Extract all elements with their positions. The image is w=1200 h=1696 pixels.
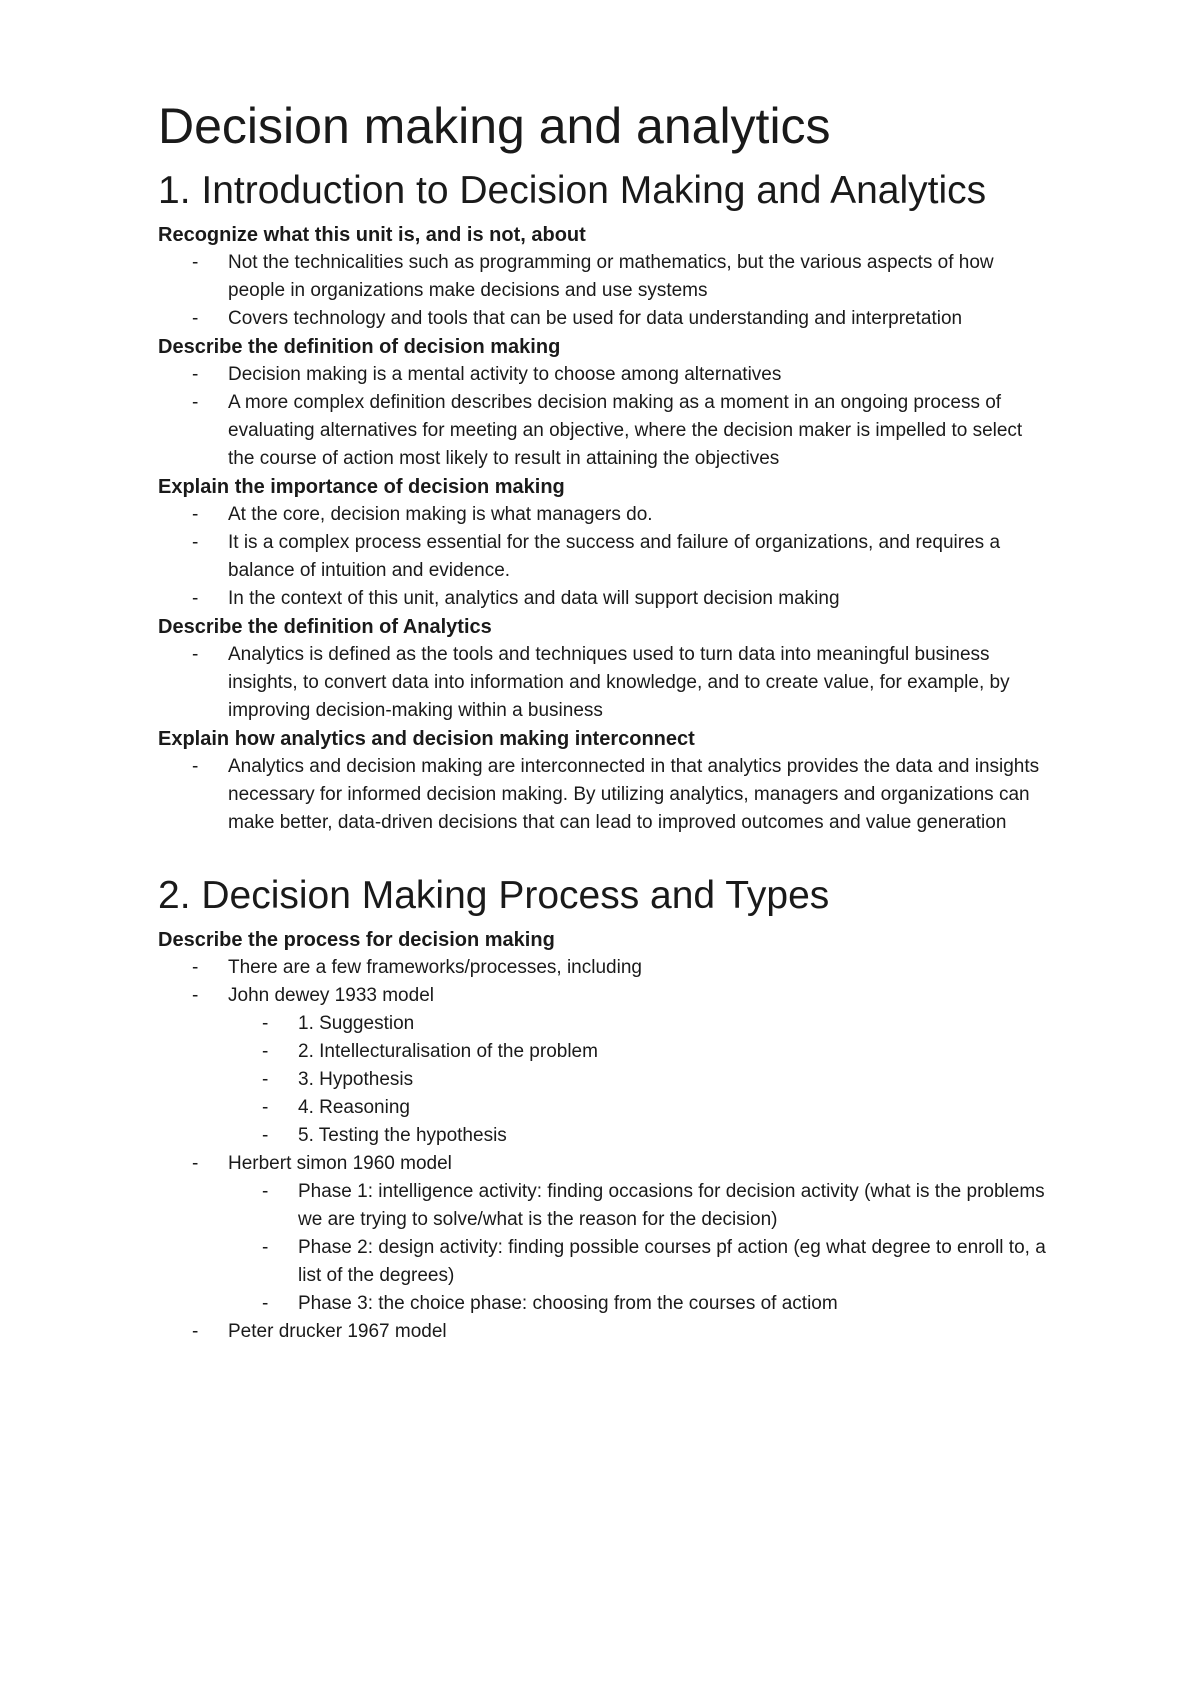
bullet-dash: -: [192, 1152, 199, 1174]
list-item-text: Analytics is defined as the tools and techniques used to turn data into meaningful business insights, to convert data into information and knowledge, and to create value, for example, by improving decision-making within a business: [228, 643, 1010, 721]
bullet-dash: -: [262, 1180, 269, 1202]
list-item: [192, 585, 1050, 613]
list-item-text: At the core, decision making is what managers do.: [228, 503, 653, 525]
list-item-text: Peter drucker 1967 model: [228, 1320, 447, 1342]
bullet-list: [158, 641, 1050, 725]
list-item-text: A more complex definition describes decision making as a moment in an ongoing process of evaluating alternatives for meeting an objective, where the decision maker is impelled to select the course of action most likely to result in attaining the objectives: [228, 391, 1023, 469]
bullet-dash: -: [262, 1292, 269, 1314]
list-item-text: 2. Intellecturalisation of the problem: [298, 1040, 598, 1062]
list-item-text: John dewey 1933 model: [228, 984, 434, 1006]
bullet-list: [158, 954, 1050, 1346]
bullet-list: [158, 361, 1050, 473]
subheading: Recognize what this unit is, and is not, about: [158, 223, 586, 246]
bullet-dash: -: [262, 1124, 269, 1146]
bullet-dash: -: [192, 503, 199, 525]
list-item: [192, 954, 1050, 982]
nested-bullet-list: [228, 1010, 1050, 1150]
list-item: [192, 361, 1050, 389]
list-item-text: 1. Suggestion: [298, 1012, 415, 1034]
bullet-dash: -: [262, 1012, 269, 1034]
list-item-text: It is a complex process essential for the success and failure of organizations, and requires a balance of intuition and evidence.: [228, 531, 1001, 581]
bullet-dash: -: [192, 1320, 199, 1342]
bullet-list: [158, 249, 1050, 333]
list-item: [262, 1038, 1050, 1066]
document-title: Decision making and analytics: [158, 98, 831, 154]
list-item: [262, 1122, 1050, 1150]
list-item-text: Not the technicalities such as programming or mathematics, but the various aspects of how people in organizations make decisions and use systems: [228, 251, 994, 301]
bullet-dash: -: [192, 755, 199, 777]
bullet-list: [158, 753, 1050, 837]
list-item-text: Analytics and decision making are interconnected in that analytics provides the data and insights necessary for informed decision making. By utilizing analytics, managers and organizations can make better, data-driven decisions that can lead to improved outcomes and value generation: [228, 755, 1040, 833]
bullet-dash: -: [192, 984, 199, 1006]
subheading: Describe the definition of Analytics: [158, 615, 492, 638]
list-item: [192, 389, 1050, 473]
subheading: Explain the importance of decision making: [158, 475, 565, 498]
bullet-dash: -: [192, 531, 199, 553]
subheading: Describe the definition of decision making: [158, 335, 561, 358]
list-item: [262, 1234, 1050, 1290]
list-item: [192, 641, 1050, 725]
bullet-list: [158, 501, 1050, 613]
list-item-text: 3. Hypothesis: [298, 1068, 414, 1090]
list-item-text: In the context of this unit, analytics and data will support decision making: [228, 587, 840, 609]
list-item: [192, 1318, 1050, 1346]
bullet-dash: -: [192, 307, 199, 329]
nested-bullet-list: [228, 1178, 1050, 1318]
list-item-text: Phase 1: intelligence activity: finding occasions for decision activity (what is the problems we are trying to solve/what is the reason for the decision): [298, 1180, 1045, 1230]
list-item: [262, 1290, 1050, 1318]
list-item-text: Decision making is a mental activity to choose among alternatives: [228, 363, 782, 385]
section-heading-1: 1. Introduction to Decision Making and Analytics: [158, 169, 987, 212]
list-item-text: Covers technology and tools that can be used for data understanding and interpretation: [228, 307, 963, 329]
subheading: Describe the process for decision making: [158, 928, 555, 951]
list-item: [192, 982, 1050, 1150]
list-item: [262, 1010, 1050, 1038]
bullet-dash: -: [192, 363, 199, 385]
bullet-dash: -: [192, 587, 199, 609]
bullet-dash: -: [192, 251, 199, 273]
list-item: [262, 1094, 1050, 1122]
bullet-dash: -: [262, 1068, 269, 1090]
bullet-dash: -: [262, 1236, 269, 1258]
subheading: Explain how analytics and decision making interconnect: [158, 727, 695, 750]
list-item: [192, 501, 1050, 529]
list-item: [192, 753, 1050, 837]
bullet-dash: -: [192, 643, 199, 665]
bullet-dash: -: [262, 1096, 269, 1118]
list-item-text: Herbert simon 1960 model: [228, 1152, 452, 1174]
list-item: [262, 1066, 1050, 1094]
list-item-text: 5. Testing the hypothesis: [298, 1124, 507, 1146]
list-item-text: There are a few frameworks/processes, including: [228, 956, 642, 978]
list-item-text: 4. Reasoning: [298, 1096, 410, 1118]
list-item: [192, 305, 1050, 333]
list-item-text: Phase 2: design activity: finding possible courses pf action (eg what degree to enroll to, a list of the degrees): [298, 1236, 1046, 1286]
bullet-dash: -: [192, 956, 199, 978]
list-item: [192, 1150, 1050, 1318]
bullet-dash: -: [262, 1040, 269, 1062]
section-heading-2: 2. Decision Making Process and Types: [158, 873, 830, 917]
list-item: [192, 249, 1050, 305]
list-item: [192, 529, 1050, 585]
list-item: [262, 1178, 1050, 1234]
list-item-text: Phase 3: the choice phase: choosing from the courses of actiom: [298, 1292, 838, 1314]
bullet-dash: -: [192, 391, 199, 413]
